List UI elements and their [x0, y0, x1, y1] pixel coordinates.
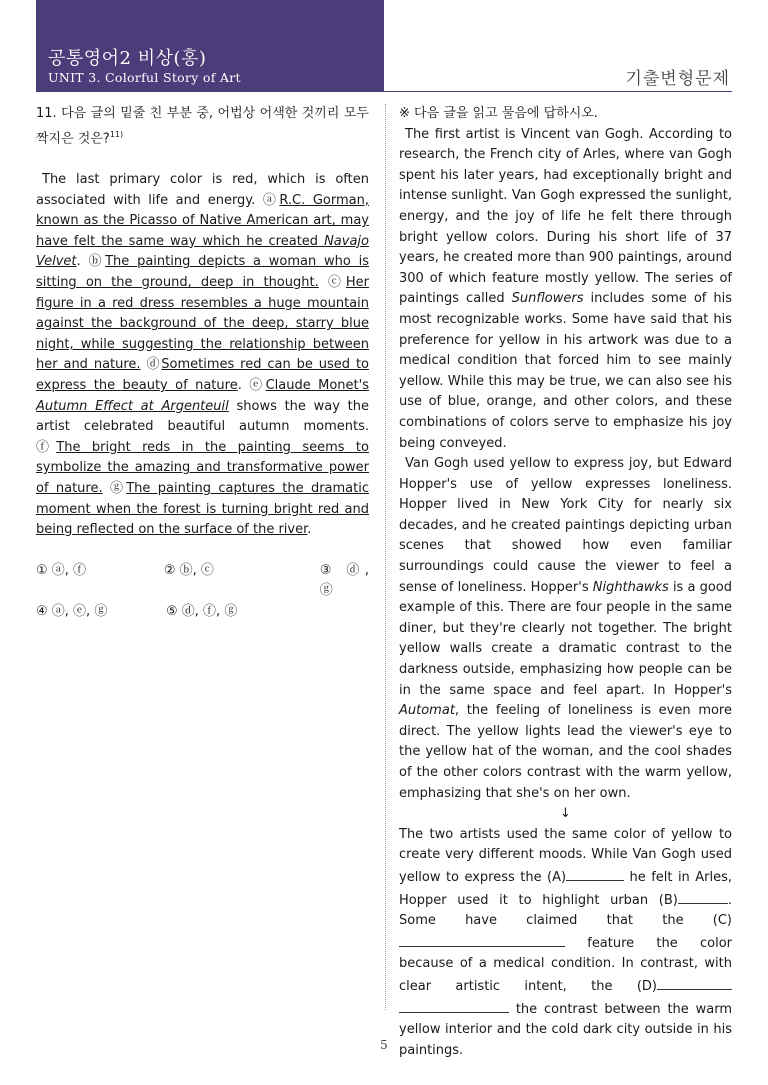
section-label: 기출변형문제 — [625, 69, 730, 89]
underlined-b: The painting depicts a woman who is sitting on the ground, deep in thought. — [36, 254, 369, 291]
blank-d-continued[interactable] — [399, 998, 509, 1013]
underlined-f: The bright reds in the painting seems to symbolize the amazing and transformative power of nature. — [36, 439, 369, 497]
title-nighthawks: Nighthawks — [592, 579, 669, 595]
mark-e: ⓔ — [249, 378, 266, 394]
column-divider — [385, 104, 387, 1010]
underlined-g: The painting captures the dramatic moment when the forest is turning bright red and being reflected on the surface of the river — [36, 481, 369, 538]
choice-5[interactable]: ⑤ ⓓ, ⓕ, ⓖ — [166, 603, 238, 619]
header-rule — [384, 91, 732, 92]
right-column — [399, 104, 732, 1061]
reading-instruction: ※ 다음 글을 읽고 물음에 답하시오. — [399, 106, 598, 121]
choice-2[interactable]: ② ⓑ, ⓒ — [163, 562, 214, 578]
answer-choices — [36, 561, 369, 623]
choice-3[interactable]: ③ ⓓ, ⓖ — [319, 562, 369, 599]
textbook-title: 공통영어2 비상(홍) — [48, 48, 207, 69]
footnote-marker: 11) — [109, 129, 124, 139]
reading-paragraph-1: The first artist is Vincent van Gogh. According to research, the French city of Arles, where van Gogh spent his later years, had exceptionally bright and intense sunlight. Van Gogh expressed the sunlight, energy, and the joy of life he felt there through bright yellow colors. During his short life of 37 years, he created more than 900 paintings, around 300 of which feature mostly yellow. The series of paintings called Sunflowers includes some of his most recognizable works. Some have said that his preference for yellow in his artwork was due to a medical condition that forced him to see mainly yellow. While this may be true, we can also see his use of blue, orange, and other colors, and these combinations of colors serve to emphasize his joy being conveyed. — [399, 126, 732, 451]
mark-f: ⓕ — [36, 439, 57, 455]
question-stem: 11. 다음 글의 밑줄 친 부분 중, 어법상 어색한 것끼리 모두 짝지은 것은?$^{11)}$ — [36, 106, 369, 146]
blank-d[interactable] — [657, 975, 732, 990]
left-column — [36, 104, 369, 623]
mark-d: ⓓ — [146, 357, 162, 373]
mark-b: ⓑ — [88, 254, 106, 270]
underlined-a: R.C. Gorman, known as the Picasso of Native American art, may have felt the same way which he created Navajo Velvet — [36, 192, 369, 270]
mark-g: ⓖ — [109, 481, 127, 497]
underlined-c: Her figure in a red dress resembles a huge mountain against the background of the deep, starry blue night, while suggesting the relationship between her and nature. — [36, 275, 369, 373]
choice-4[interactable]: ④ ⓐ, ⓔ, ⓖ — [36, 603, 108, 619]
title-automat: Automat — [399, 703, 455, 719]
reading-paragraph-2: Van Gogh used yellow to express joy, but Edward Hopper's use of yellow expresses loneliness. Hopper lived in New York City for nearly six decades, and he created paintings depicting urban scenes that showed how even familiar surroundings could cause the viewer to feel a sense of loneliness. Hopper's Nighthawks is a good example of this. There are four people in the same diner, but they're clearly not together. The bright yellow walls create a dramatic contrast to the darkness outside, emphasizing how people can be in the same space and feel apart. In Hopper's Automat, the feeling of loneliness is even more direct. The yellow lights lead the viewer's eye to the yellow hat of the woman, and the cool shades of the other colors contrast with the warm yellow, emphasizing that she's on her own. — [399, 456, 732, 801]
mark-a: ⓐ — [262, 192, 280, 208]
blank-b[interactable] — [678, 889, 728, 904]
blank-a[interactable] — [566, 866, 624, 881]
blank-c[interactable] — [399, 932, 565, 947]
title-sunflowers: Sunflowers — [511, 291, 584, 307]
page-number: 5 — [380, 1038, 388, 1052]
mark-c: ⓒ — [327, 275, 346, 291]
underlined-d: Sometimes red can be used to express the beauty of nature — [36, 357, 369, 394]
down-arrow-icon: ↓ — [560, 806, 571, 822]
unit-title: UNIT 3. Colorful Story of Art — [48, 70, 241, 85]
summary-paragraph: The two artists used the same color of yellow to create very different moods. While Van Gogh used yellow to express the (A) he felt in Arles, Hopper used it to highlight urban (B) . Some have claimed that the (C) feature the color because of a medical condition. In contrast, with clear artistic intent, the (D) the contrast between the warm yellow interior and the cold dark city outside in his paintings. — [399, 826, 732, 1058]
question-passage: The last primary color is red, which is often associated with life and energy. ⓐR.C. Gorman, known as the Picasso of Native American art, may have felt the same way which he created Navajo Velvet. ⓑThe painting depicts a woman who is sitting on the ground, deep in thought. ⓒHer figure in a red dress resembles a huge mountain against the background of the deep, starry blue night, while suggesting the relationship between her and nature. ⓓSometimes red can be used to express the beauty of nature. ⓔClaude Monet's Autumn Effect at Argenteuil shows the way the artist celebrated beautiful autumn moments. ⓕThe bright reds in the painting seems to symbolize the amazing and transformative power of nature. ⓖThe painting captures the dramatic moment when the forest is turning bright red and being reflected on the surface of the river. — [36, 172, 369, 538]
choice-1[interactable]: ① ⓐ, ⓕ — [36, 562, 87, 578]
underlined-e: Claude Monet's Autumn Effect at Argenteuil — [36, 378, 369, 414]
